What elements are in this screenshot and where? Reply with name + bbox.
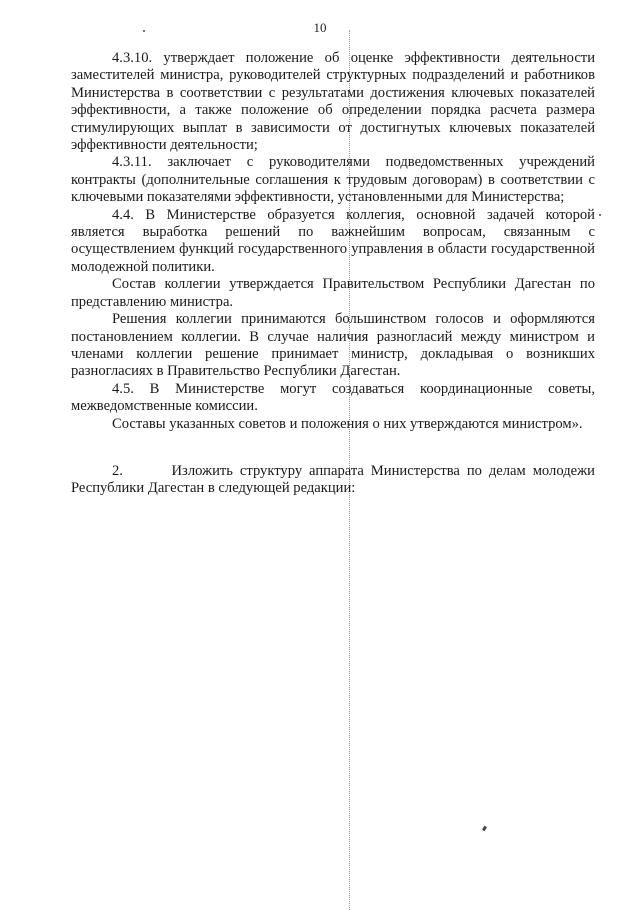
scan-speck [482, 826, 487, 832]
document-body [71, 50, 595, 498]
paragraph-4-3-11: 4.3.11. заключает с руководителями подведомственных учреждений контракты (дополнительные соглашения к трудовым договорам) в соответствии с ключевыми показателями эффективности, установленными для Министерства; [71, 154, 595, 206]
paragraph-4-5: 4.5. В Министерстве могут создаваться координационные советы, межведомственные комиссии. [71, 380, 595, 415]
page-number: 10 [313, 20, 327, 35]
paragraph-collegium-composition: Состав коллегии утверждается Правительством Республики Дагестан по представлению министра. [71, 276, 595, 310]
paragraph-4-4: 4.4. В Министерстве образуется коллегия, основной задачей которой является выработка решений по важнейшим вопросам, связанным с осуществлением функций государственного управления в области государственной молодежной политики. [71, 206, 595, 275]
paragraph-collegium-decisions: Решения коллегии принимаются большинством голосов и оформляются постановлением коллегии. В случае наличия разногласий между министром и членами коллегии решение принимает министр, докладывая о возникших разногласиях в Правительство Республики Дагестан. [71, 311, 595, 380]
scan-speck [599, 214, 601, 216]
paragraph-4-3-10: 4.3.10. утверждает положение об оценке эффективности деятельности заместителей министра, руководителей структурных подразделений и работников Министерства в соответствии с результатами достижения ключевых показателей эффективности, а также положение об определении порядка расчета размера стимулирующих выплат в зависимости от достигнутых ключевых показателей эффективности деятельности; [71, 50, 595, 154]
paragraph-gap [71, 433, 595, 463]
paragraph-item-2: 2. Изложить структуру аппарата Министерства по делам молодежи Республики Дагестан в следующей редакции: [71, 462, 595, 497]
paragraph-councils-composition: Составы указанных советов и положения о них утверждаются министром». [112, 415, 583, 432]
